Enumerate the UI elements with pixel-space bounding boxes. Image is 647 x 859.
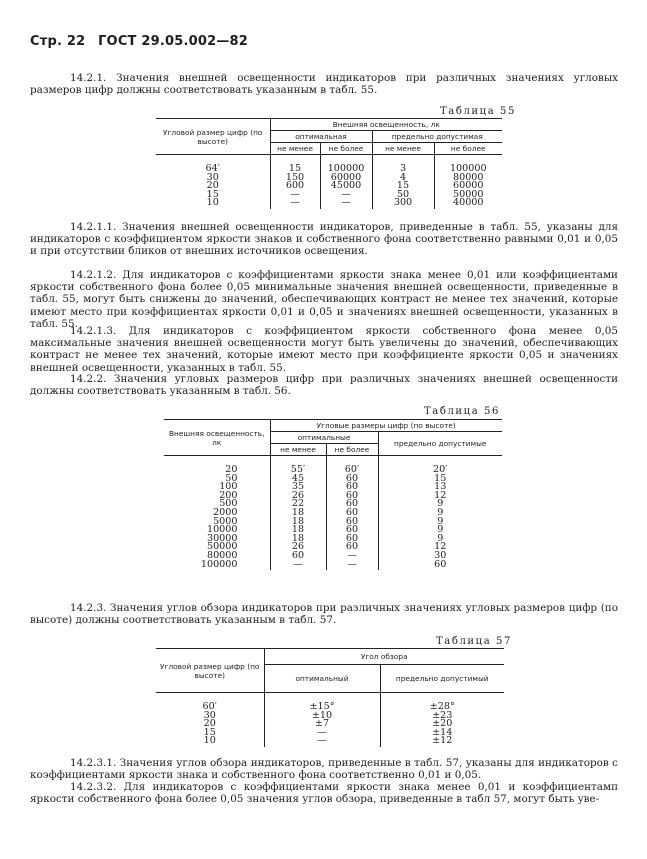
table-cell: 60 — [326, 518, 378, 527]
table-cell: ±7 — [264, 720, 380, 729]
table-row — [164, 483, 502, 492]
table57-header-admissible: предельно допустимый — [380, 665, 504, 693]
table-cell: 9 — [378, 500, 502, 509]
table-cell: 600 — [270, 182, 320, 191]
table57-header-view-angle: Угол обзора — [264, 649, 504, 665]
table-row — [156, 199, 502, 209]
table-cell: 9 — [378, 518, 502, 527]
table-cell: 60 — [326, 492, 378, 501]
table-cell: 45 — [270, 475, 326, 484]
table-cell: 9 — [378, 535, 502, 544]
table-cell: 35 — [270, 483, 326, 492]
paragraph-14-2-3-2: 14.2.3.2. Для индикаторов с коэффициентами яркости знака менее 0,01 и коэффициентамп яркости собственного фона более 0,05 значения углов обзора, приведенные в табл 57, могут быть уве- — [30, 781, 618, 806]
table-cell: 80000 — [434, 174, 502, 183]
table57-header-optimal: оптимальный — [264, 665, 380, 693]
table-row — [156, 155, 502, 174]
table-cell: 4 — [372, 174, 434, 183]
table56-header-optimal: оптимальные — [270, 432, 378, 444]
table-cell: ±28° — [380, 693, 504, 712]
table-cell: 3 — [372, 155, 434, 174]
table-cell: 150 — [270, 174, 320, 183]
table55-header-optimal: оптимальная — [270, 131, 372, 143]
table-cell: 13 — [378, 483, 502, 492]
table-cell: 60 — [326, 543, 378, 552]
table-cell: 100000 — [200, 558, 238, 570]
table57-header-angle: Угловой размер цифр (по высоте) — [160, 661, 260, 680]
table-cell: 12 — [378, 492, 502, 501]
table-55 — [156, 118, 502, 209]
table-cell: 30 — [206, 171, 219, 183]
table-cell: 100 — [219, 481, 238, 493]
table-cell: 18 — [270, 535, 326, 544]
table-cell: 60 — [326, 535, 378, 544]
table-cell: 60 — [326, 500, 378, 509]
table56-caption: Таблица 56 — [424, 406, 500, 417]
table-cell: 60 — [326, 509, 378, 518]
table-cell: 200 — [219, 489, 238, 501]
table-cell: 60 — [270, 552, 326, 561]
table-cell: — — [270, 561, 326, 571]
table-cell: 60 — [378, 561, 502, 571]
table-row — [164, 475, 502, 484]
table56-header-max: не более — [326, 444, 378, 456]
table-cell: ±20 — [380, 720, 504, 729]
table-cell: 5000 — [213, 515, 238, 527]
table-cell: 60 — [326, 483, 378, 492]
table-cell: 20′ — [378, 456, 502, 475]
table-cell: 20 — [206, 180, 219, 192]
table-cell: 9 — [378, 526, 502, 535]
paragraph-14-2-3: 14.2.3. Значения углов обзора индикаторов при различных значениях угловых размеров цифр (по высоте) должны соответствовать указанным в табл. 57. — [30, 602, 618, 627]
table-cell: 15 — [203, 726, 216, 738]
table-cell: 12 — [378, 543, 502, 552]
table-cell: 26 — [270, 543, 326, 552]
table-cell: — — [320, 199, 372, 209]
table-cell: 60′ — [326, 456, 378, 475]
table-cell: 100000 — [434, 155, 502, 174]
table56-header-illuminance: Внешняя освещенность, лк — [168, 428, 265, 447]
table-cell: 60 — [326, 526, 378, 535]
table-cell: 50000 — [206, 541, 238, 553]
table-cell: 10 — [203, 735, 216, 747]
table-cell: 50 — [225, 472, 238, 484]
table-cell: 60′ — [202, 701, 217, 712]
table-cell: — — [264, 729, 380, 738]
table-cell: 64′ — [205, 163, 220, 174]
paragraph-14-2-3-1: 14.2.3.1. Значения углов обзора индикаторов, приведенные в табл. 57, указаны для индикаторов с коэффициентами яркости знака и собственного фона соответственно 0,01 и 0,05. — [30, 757, 618, 782]
table-cell: 20 — [225, 464, 238, 475]
table55-body — [156, 155, 502, 209]
paragraph-14-2-1-2: 14.2.1.2. Для индикаторов с коэффициентами яркости знака менее 0,01 или коэффициентами яркости собственного фона более 0,05 минимальные значения внешней освещенности, приведенные в табл. 55, могут быть снижены до значений, обеспечивающих контраст не менее тех значений, которые имеют место при коэффициентах яркости 0,01 и 0,05 и значениях внешней освещенности, указанных в табл. 55. — [30, 269, 618, 330]
table56-body — [164, 456, 502, 571]
table-cell: 26 — [270, 492, 326, 501]
table56-header-digit-size: Угловые размеры цифр (по высоте) — [270, 420, 502, 432]
table55-header-illuminance: Внешняя освещенность, лк — [270, 119, 502, 131]
table-cell: 18 — [270, 509, 326, 518]
table-row — [164, 456, 502, 475]
table-cell: 30 — [203, 709, 216, 721]
table-row — [164, 492, 502, 501]
table57-body — [156, 693, 504, 747]
table-cell: 500 — [219, 498, 238, 510]
table55-header-min: не менее — [270, 143, 320, 155]
table-cell: ±15° — [264, 693, 380, 712]
table-cell: 9 — [378, 509, 502, 518]
page-header — [30, 34, 256, 49]
table55-caption: Таблица 55 — [440, 106, 516, 117]
table-cell: 18 — [270, 526, 326, 535]
table56-header-min: не менее — [270, 444, 326, 456]
table-cell: — — [270, 191, 320, 200]
standard-code: ГОСТ 29.05.002—82 — [98, 34, 249, 49]
table55-header-max: не более — [320, 143, 372, 155]
paragraph-14-2-1-1: 14.2.1.1. Значения внешней освещенности индикаторов, приведенные в табл. 55, указаны для индикаторов с коэффициентом яркости знаков и собственного фона соответственно равными 0,01 и 0,05 и при отсутствии бликов от внешних источников освещения. — [30, 221, 618, 258]
table-cell: ±14 — [380, 729, 504, 738]
table-cell: 15 — [372, 182, 434, 191]
table-cell: 60000 — [434, 182, 502, 191]
paragraph-14-2-1-3: 14.2.1.3. Для индикаторов с коэффициентом яркости собственного фона менее 0,05 максимальные значения внешней освещенности могут быть увеличены до значений, обеспечивающих контраст не менее тех значений, которые имеют место при коэффициенте яркости 0,05 и значениях внешней освещенности, указанных в табл. 55. — [30, 325, 618, 374]
table-cell: 30 — [378, 552, 502, 561]
table-cell: 15 — [206, 188, 219, 200]
table-cell: 50 — [372, 191, 434, 200]
table-cell: 22 — [270, 500, 326, 509]
table-cell: — — [270, 199, 320, 209]
table-cell: — — [264, 737, 380, 747]
table-cell: — — [326, 561, 378, 571]
table-57 — [156, 648, 504, 747]
table56-header-admissible: предельно допустимые — [378, 432, 502, 456]
table-cell: 2000 — [213, 506, 238, 518]
table-cell: 50000 — [434, 191, 502, 200]
table-cell: 100000 — [320, 155, 372, 174]
paragraph-14-2-1: 14.2.1. Значения внешней освещенности индикаторов при различных значениях угловых размеров цифр должны соответствовать указанным в табл. 55. — [30, 72, 618, 97]
table-cell: ±23 — [380, 712, 504, 721]
table-cell: 15 — [270, 155, 320, 174]
table-cell: 300 — [372, 199, 434, 209]
table-row — [164, 561, 502, 571]
table-cell: 45000 — [320, 182, 372, 191]
table-row — [156, 693, 504, 712]
table55-header-admissible: предельно допустимая — [372, 131, 502, 143]
table-cell: 10000 — [206, 524, 238, 536]
table-cell: 15 — [378, 475, 502, 484]
table55-header-max: не более — [434, 143, 502, 155]
page-number: Стр. 22 — [30, 34, 86, 49]
paragraph-14-2-2: 14.2.2. Значения угловых размеров цифр при различных значениях внешней освещенности должны соответствовать указанным в табл. 56. — [30, 373, 618, 398]
table-cell: 10 — [206, 197, 219, 209]
table57-caption: Таблица 57 — [436, 636, 512, 647]
table-cell: 30000 — [206, 532, 238, 544]
table-cell: ±10 — [264, 712, 380, 721]
table-cell: — — [320, 191, 372, 200]
table-cell: 60000 — [320, 174, 372, 183]
table-cell: 18 — [270, 518, 326, 527]
table55-header-min: не менее — [372, 143, 434, 155]
table-cell: 55′ — [270, 456, 326, 475]
table-cell: — — [326, 552, 378, 561]
table-56 — [164, 419, 502, 570]
table-cell: ±12 — [380, 737, 504, 747]
table-cell: 60 — [326, 475, 378, 484]
table-cell: 80000 — [206, 549, 238, 561]
table-cell: 20 — [203, 718, 216, 730]
table55-header-angle: Угловой размер цифр (по высоте) — [163, 127, 263, 146]
table-cell: 40000 — [434, 199, 502, 209]
table-row — [156, 737, 504, 747]
